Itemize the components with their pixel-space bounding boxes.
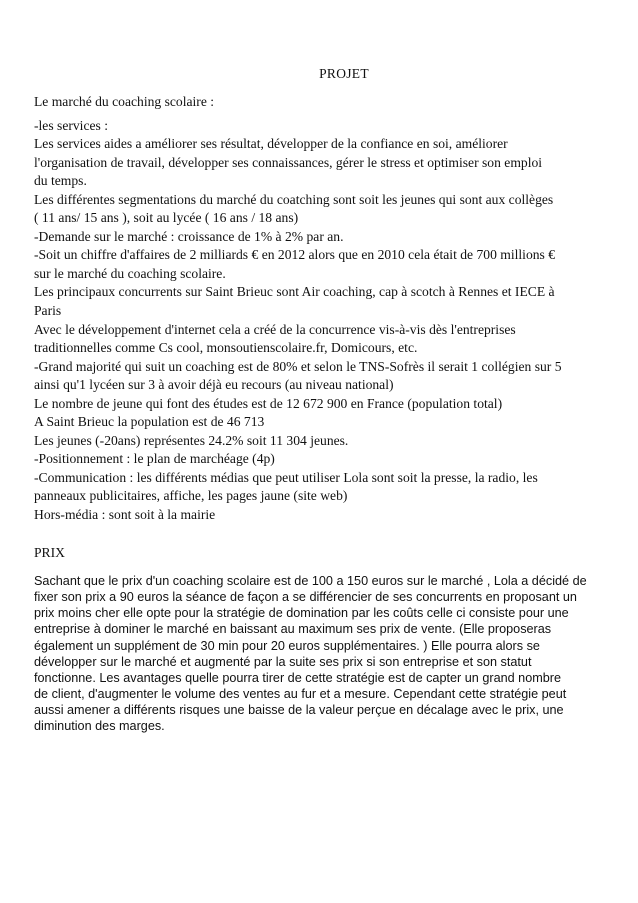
- text-line: Paris: [34, 303, 62, 319]
- text-line: de client, d'augmenter le volume des ventes au fur et a mesure. Cependant cette stratégie peut: [34, 687, 567, 702]
- market-section: [34, 93, 609, 525]
- text-line: Les différentes segmentations du marché du coatching sont soit les jeunes qui sont aux collèges: [34, 191, 554, 207]
- text-line: Hors-média : sont soit à la mairie: [34, 507, 216, 523]
- text-line: Les jeunes (-20ans) représentes 24.2% soit 11 304 jeunes.: [34, 432, 349, 448]
- text-line: Les services aides a améliorer ses résultat, développer de la confiance en soi, améliorer: [34, 136, 508, 152]
- text-line: fixer son prix a 90 euros la séance de façon a se différencier de ses concurrents en proposant un: [34, 590, 577, 605]
- text-line: -Soit un chiffre d'affaires de 2 milliards € en 2012 alors que en 2010 cela était de 700 millions €: [34, 247, 556, 263]
- text-line: -les services :: [34, 117, 108, 133]
- text-line: Les principaux concurrents sur Saint Brieuc sont Air coaching, cap à scotch à Rennes et IECE à: [34, 284, 555, 300]
- text-line: aussi amener a différents risques une baisse de la valeur perçue en décalage avec le prix, une: [34, 703, 564, 718]
- text-line: -Communication : les différents médias que peut utiliser Lola sont soit la presse, la radio, les: [34, 469, 538, 485]
- prix-section: [34, 573, 609, 735]
- text-line: prix moins cher elle opte pour la stratégie de domination par les coûts celle ci consiste pour une: [34, 606, 569, 621]
- text-line: du temps.: [34, 173, 87, 189]
- text-line: A Saint Brieuc la population est de 46 713: [34, 414, 265, 430]
- text-line: Le marché du coaching scolaire :: [34, 94, 215, 109]
- text-line: fonctionne. Les avantages quelle pourra tirer de cette stratégie est de capter un grand nombre: [34, 670, 562, 685]
- text-line: Sachant que le prix d'un coaching scolaire est de 100 a 150 euros sur le marché , Lola a décidé de: [34, 574, 587, 588]
- text-line: -Positionnement : le plan de marchéage (4p): [34, 451, 275, 467]
- document-title: PROJET: [319, 66, 369, 81]
- text-line: également un supplément de 30 min pour 20 euros supplémentaires. ) Elle pourra alors se: [34, 638, 540, 653]
- prix-heading: PRIX: [34, 545, 65, 560]
- text-line: panneaux publicitaires, affiche, les pages jaune (site web): [34, 488, 348, 504]
- text-line: -Grand majorité qui suit un coaching est de 80% et selon le TNS-Sofrès il serait 1 collégien sur 5: [34, 358, 562, 374]
- text-line: ( 11 ans/ 15 ans ), soit au lycée ( 16 ans / 18 ans): [34, 210, 299, 226]
- text-line: développer sur le marché et augmenté par la suite ses prix si son entreprise et son statut: [34, 654, 532, 669]
- text-line: Avec le développement d'internet cela a créé de la concurrence vis-à-vis dès l'entreprises: [34, 321, 516, 337]
- text-line: ainsi qu'1 lycéen sur 3 à avoir déjà eu recours (au niveau national): [34, 377, 394, 393]
- text-line: diminution des marges.: [34, 719, 165, 734]
- text-line: -Demande sur le marché : croissance de 1% à 2% par an.: [34, 228, 344, 244]
- text-line: sur le marché du coaching scolaire.: [34, 265, 226, 281]
- text-line: l'organisation de travail, développer ses connaissances, gérer le stress et optimiser son emploi: [34, 154, 543, 170]
- text-line: traditionnelles comme Cs cool, monsoutienscolaire.fr, Domicours, etc.: [34, 340, 418, 356]
- text-line: entreprise à dominer le marché en baissant au maximum ses prix de vente. (Elle proposeras: [34, 622, 552, 637]
- text-line: Le nombre de jeune qui font des études est de 12 672 900 en France (population total): [34, 395, 503, 411]
